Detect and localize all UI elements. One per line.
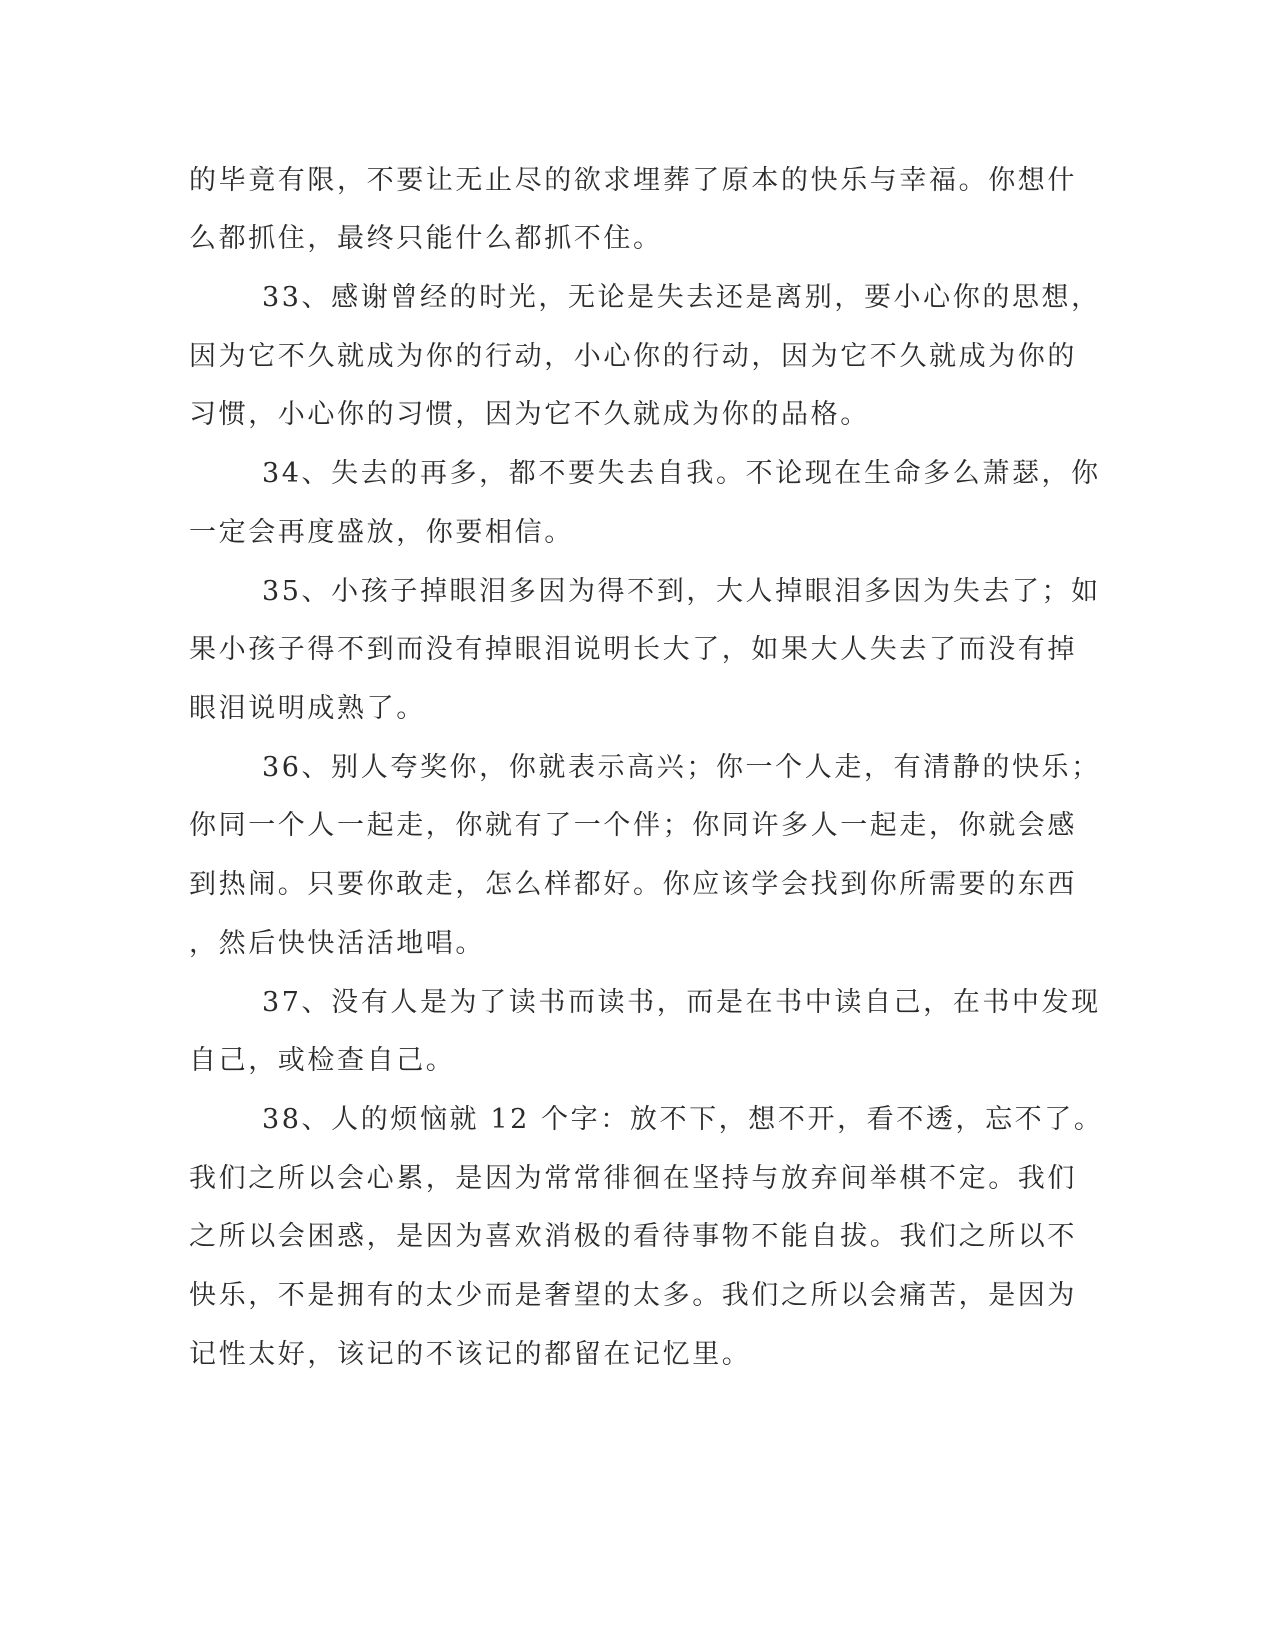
text-line: 之所以会困惑，是因为喜欢消极的看待事物不能自拔。我们之所以不 [189,1221,1077,1252]
text-line: 到热闹。只要你敢走，怎么样都好。你应该学会找到你所需要的东西 [189,869,1077,900]
paragraph-33-first-line: 33、感谢曾经的时光，无论是失去还是离别，要小心你的思想， [262,282,1101,313]
text-line: 自己，或检查自己。 [189,1045,456,1076]
text-line: 的毕竟有限，不要让无止尽的欲求埋葬了原本的快乐与幸福。你想什 [189,165,1077,196]
text-line: 我们之所以会心累，是因为常常徘徊在坚持与放弃间举棋不定。我们 [189,1163,1077,1194]
paragraph-37-first-line: 37、没有人是为了读书而读书，而是在书中读自己，在书中发现 [262,987,1101,1018]
text-line: 你同一个人一起走，你就有了一个伴；你同许多人一起走，你就会感 [189,810,1077,841]
text-line: ，然后快快活活地唱。 [189,928,485,959]
text-line: 一定会再度盛放，你要相信。 [189,517,574,548]
paragraph-38-first-line: 38、人的烦恼就 12 个字：放不下，想不开，看不透，忘不了。 [262,1104,1104,1135]
text-line: 果小孩子得不到而没有掉眼泪说明长大了，如果大人失去了而没有掉 [189,634,1077,665]
text-line: 么都抓住，最终只能什么都抓不住。 [189,223,663,254]
paragraph-35-first-line: 35、小孩子掉眼泪多因为得不到，大人掉眼泪多因为失去了；如 [262,576,1101,607]
paragraph-34-first-line: 34、失去的再多，都不要失去自我。不论现在生命多么萧瑟，你 [262,458,1101,489]
text-line: 因为它不久就成为你的行动，小心你的行动，因为它不久就成为你的 [189,341,1077,372]
text-line: 记性太好，该记的不该记的都留在记忆里。 [189,1339,752,1370]
text-line: 快乐，不是拥有的太少而是奢望的太多。我们之所以会痛苦，是因为 [189,1280,1077,1311]
text-line: 眼泪说明成熟了。 [189,693,426,724]
text-line: 习惯，小心你的习惯，因为它不久就成为你的品格。 [189,399,870,430]
paragraph-36-first-line: 36、别人夸奖你，你就表示高兴；你一个人走，有清静的快乐； [262,752,1101,783]
